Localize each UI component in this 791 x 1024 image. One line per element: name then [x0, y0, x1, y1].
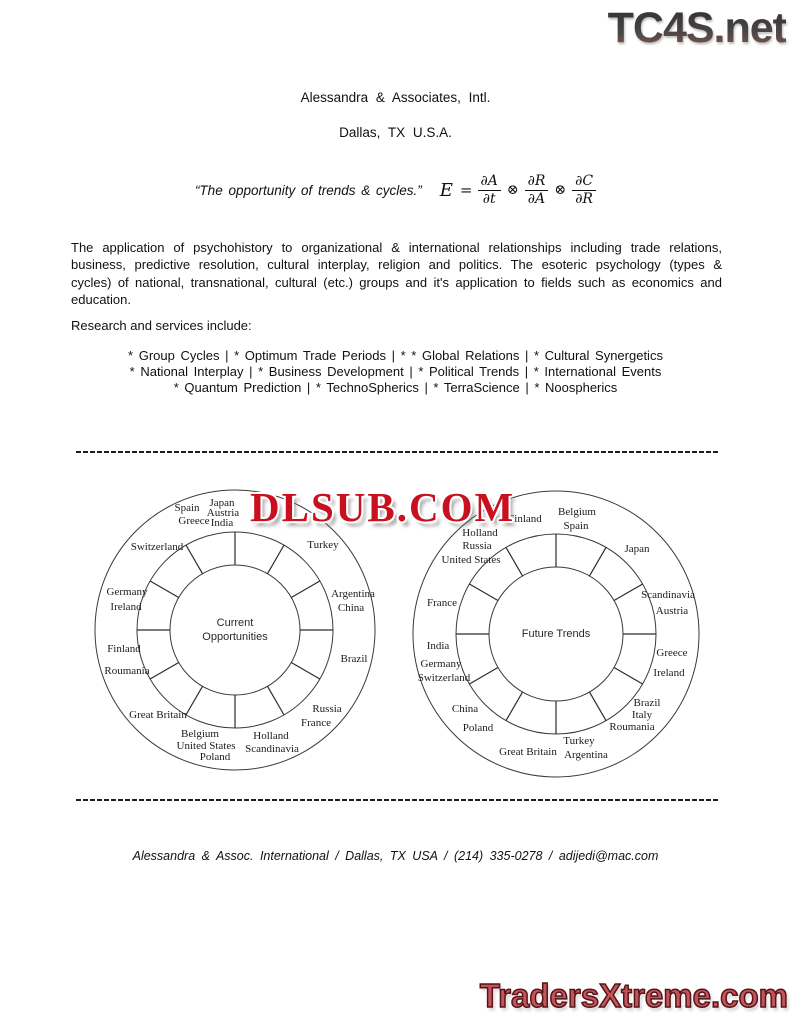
- fraction-numerator: ∂C: [572, 173, 596, 190]
- wheel-title: [522, 627, 590, 641]
- wheel-country-label: Roumania: [104, 665, 150, 677]
- wheel-title-line: Current: [216, 617, 254, 629]
- wheel-country-label: Turkey: [307, 539, 339, 551]
- wheel-country-label: Brazil: [633, 697, 661, 709]
- wheel-country-label: Great Britain: [129, 709, 187, 721]
- psychohistory-formula: [440, 173, 596, 206]
- tc4s-logo: TC4S.net: [607, 4, 786, 52]
- wheel-country-label: Brazil: [340, 653, 368, 665]
- service-line: * Quantum Prediction | * TechnoSpherics | * TerraScience | * Noospherics: [173, 379, 618, 395]
- wheel-country-label: Russia: [462, 540, 492, 552]
- wheel-country-label: Scandinavia: [245, 743, 299, 755]
- wheel-country-label: Japan: [624, 543, 650, 555]
- fraction-denominator: ∂t: [482, 190, 496, 207]
- wheel-country-label: Switzerland: [130, 541, 184, 553]
- wheel-country-label: Russia: [312, 703, 342, 715]
- fraction-numerator: ∂A: [478, 173, 501, 190]
- wheel-country-label: United States: [176, 740, 236, 752]
- wheel-country-label: Turkey: [563, 735, 595, 747]
- wheel-country-label: Switzerland: [417, 672, 471, 684]
- wheel-country-label: Greece: [178, 515, 210, 527]
- wheel-country-label: Scandinavia: [641, 589, 695, 601]
- wheel-country-label: India: [426, 640, 450, 652]
- fraction-denominator: ∂R: [575, 190, 593, 207]
- wheel-country-label: Ireland: [110, 601, 142, 613]
- wheel-country-label: Belgium: [181, 728, 219, 740]
- wheel-country-label: Finland: [508, 513, 542, 525]
- wheel-country-label: Holland: [462, 527, 498, 539]
- wheel-country-label: Spain: [174, 502, 200, 514]
- company-name: Alessandra & Associates, Intl.: [300, 90, 491, 105]
- wheel-country-label: Finland: [107, 643, 141, 655]
- formula-fraction-1: [478, 173, 501, 206]
- wheel-country-label: France: [301, 717, 331, 729]
- wheel-country-label: Roumania: [609, 721, 655, 733]
- formula-lhs: E: [439, 179, 453, 201]
- current-opportunities-wheel: [94, 489, 376, 771]
- wheel-title-line: Future Trends: [521, 628, 591, 640]
- tagline-row: [0, 162, 791, 218]
- wheel-country-label: Great Britain: [499, 746, 557, 758]
- tensor-operator-icon: ⊗: [506, 182, 519, 198]
- wheel-country-label: Ireland: [653, 667, 685, 679]
- wheel-country-label: Japan: [209, 497, 235, 509]
- wheel-country-label: Italy: [631, 709, 653, 721]
- service-line: * Group Cycles | * Optimum Trade Periods | * * Global Relations | * Cultural Synergetics: [128, 348, 663, 363]
- wheel-country-label: United States: [441, 554, 501, 566]
- services-list: [0, 348, 791, 395]
- dlsub-watermark: DLSUB.COM: [250, 484, 516, 530]
- wheel-country-label: Germany: [420, 658, 462, 670]
- wheel-country-label: Poland: [462, 722, 494, 734]
- services-intro: Research and services include:: [71, 318, 252, 333]
- formula-fraction-3: [572, 173, 596, 206]
- wheel-country-label: Poland: [199, 751, 231, 763]
- future-trends-wheel: [412, 490, 700, 778]
- wheel-country-label: Argentina: [331, 588, 375, 600]
- wheel-country-label: China: [337, 602, 365, 614]
- service-line: * National Interplay | * Business Development | * Political Trends | * International Events: [129, 363, 662, 379]
- wheel-country-label: France: [427, 597, 457, 609]
- wheel-country-label: Argentina: [564, 749, 608, 761]
- fraction-denominator: ∂A: [527, 190, 546, 207]
- company-location: Dallas, TX U.S.A.: [339, 125, 452, 140]
- wheel-country-label: Austria: [655, 605, 689, 617]
- wheel-country-label: China: [451, 703, 479, 715]
- wheel-title: [202, 616, 267, 644]
- wheel-country-label: India: [210, 517, 234, 529]
- divider-line: [76, 799, 718, 801]
- tensor-operator-icon: ⊗: [554, 182, 567, 198]
- intro-paragraph: The application of psychohistory to organizational & international relationships including trade relations, business, predictive resolution, cultural interplay, religion and politics. The esoteric psychology (types & cycles) of national, transnational, cultural (etc.) groups and it's application to fields such as economics and education.: [71, 240, 722, 307]
- formula-fraction-2: [525, 173, 549, 206]
- wheel-country-label: Holland: [253, 730, 289, 742]
- wheel-country-label: Spain: [563, 520, 589, 532]
- wheel-title-line: Opportunities: [202, 631, 268, 643]
- formula-equals: =: [459, 181, 473, 199]
- tradersxtreme-logo: TradersXtreme.com: [479, 977, 788, 1014]
- wheel-country-label: Austria: [206, 507, 240, 519]
- fraction-numerator: ∂R: [525, 173, 549, 190]
- tagline-quote: “The opportunity of trends & cycles.”: [194, 182, 422, 198]
- wheel-country-label: Belgium: [558, 506, 596, 518]
- footer-contact-line: Alessandra & Assoc. International / Dallas, TX USA / (214) 335-0278 / adijedi@mac.com: [132, 849, 659, 863]
- wheel-country-label: Germany: [106, 586, 148, 598]
- divider-line: [76, 451, 718, 453]
- wheel-country-label: Greece: [656, 647, 688, 659]
